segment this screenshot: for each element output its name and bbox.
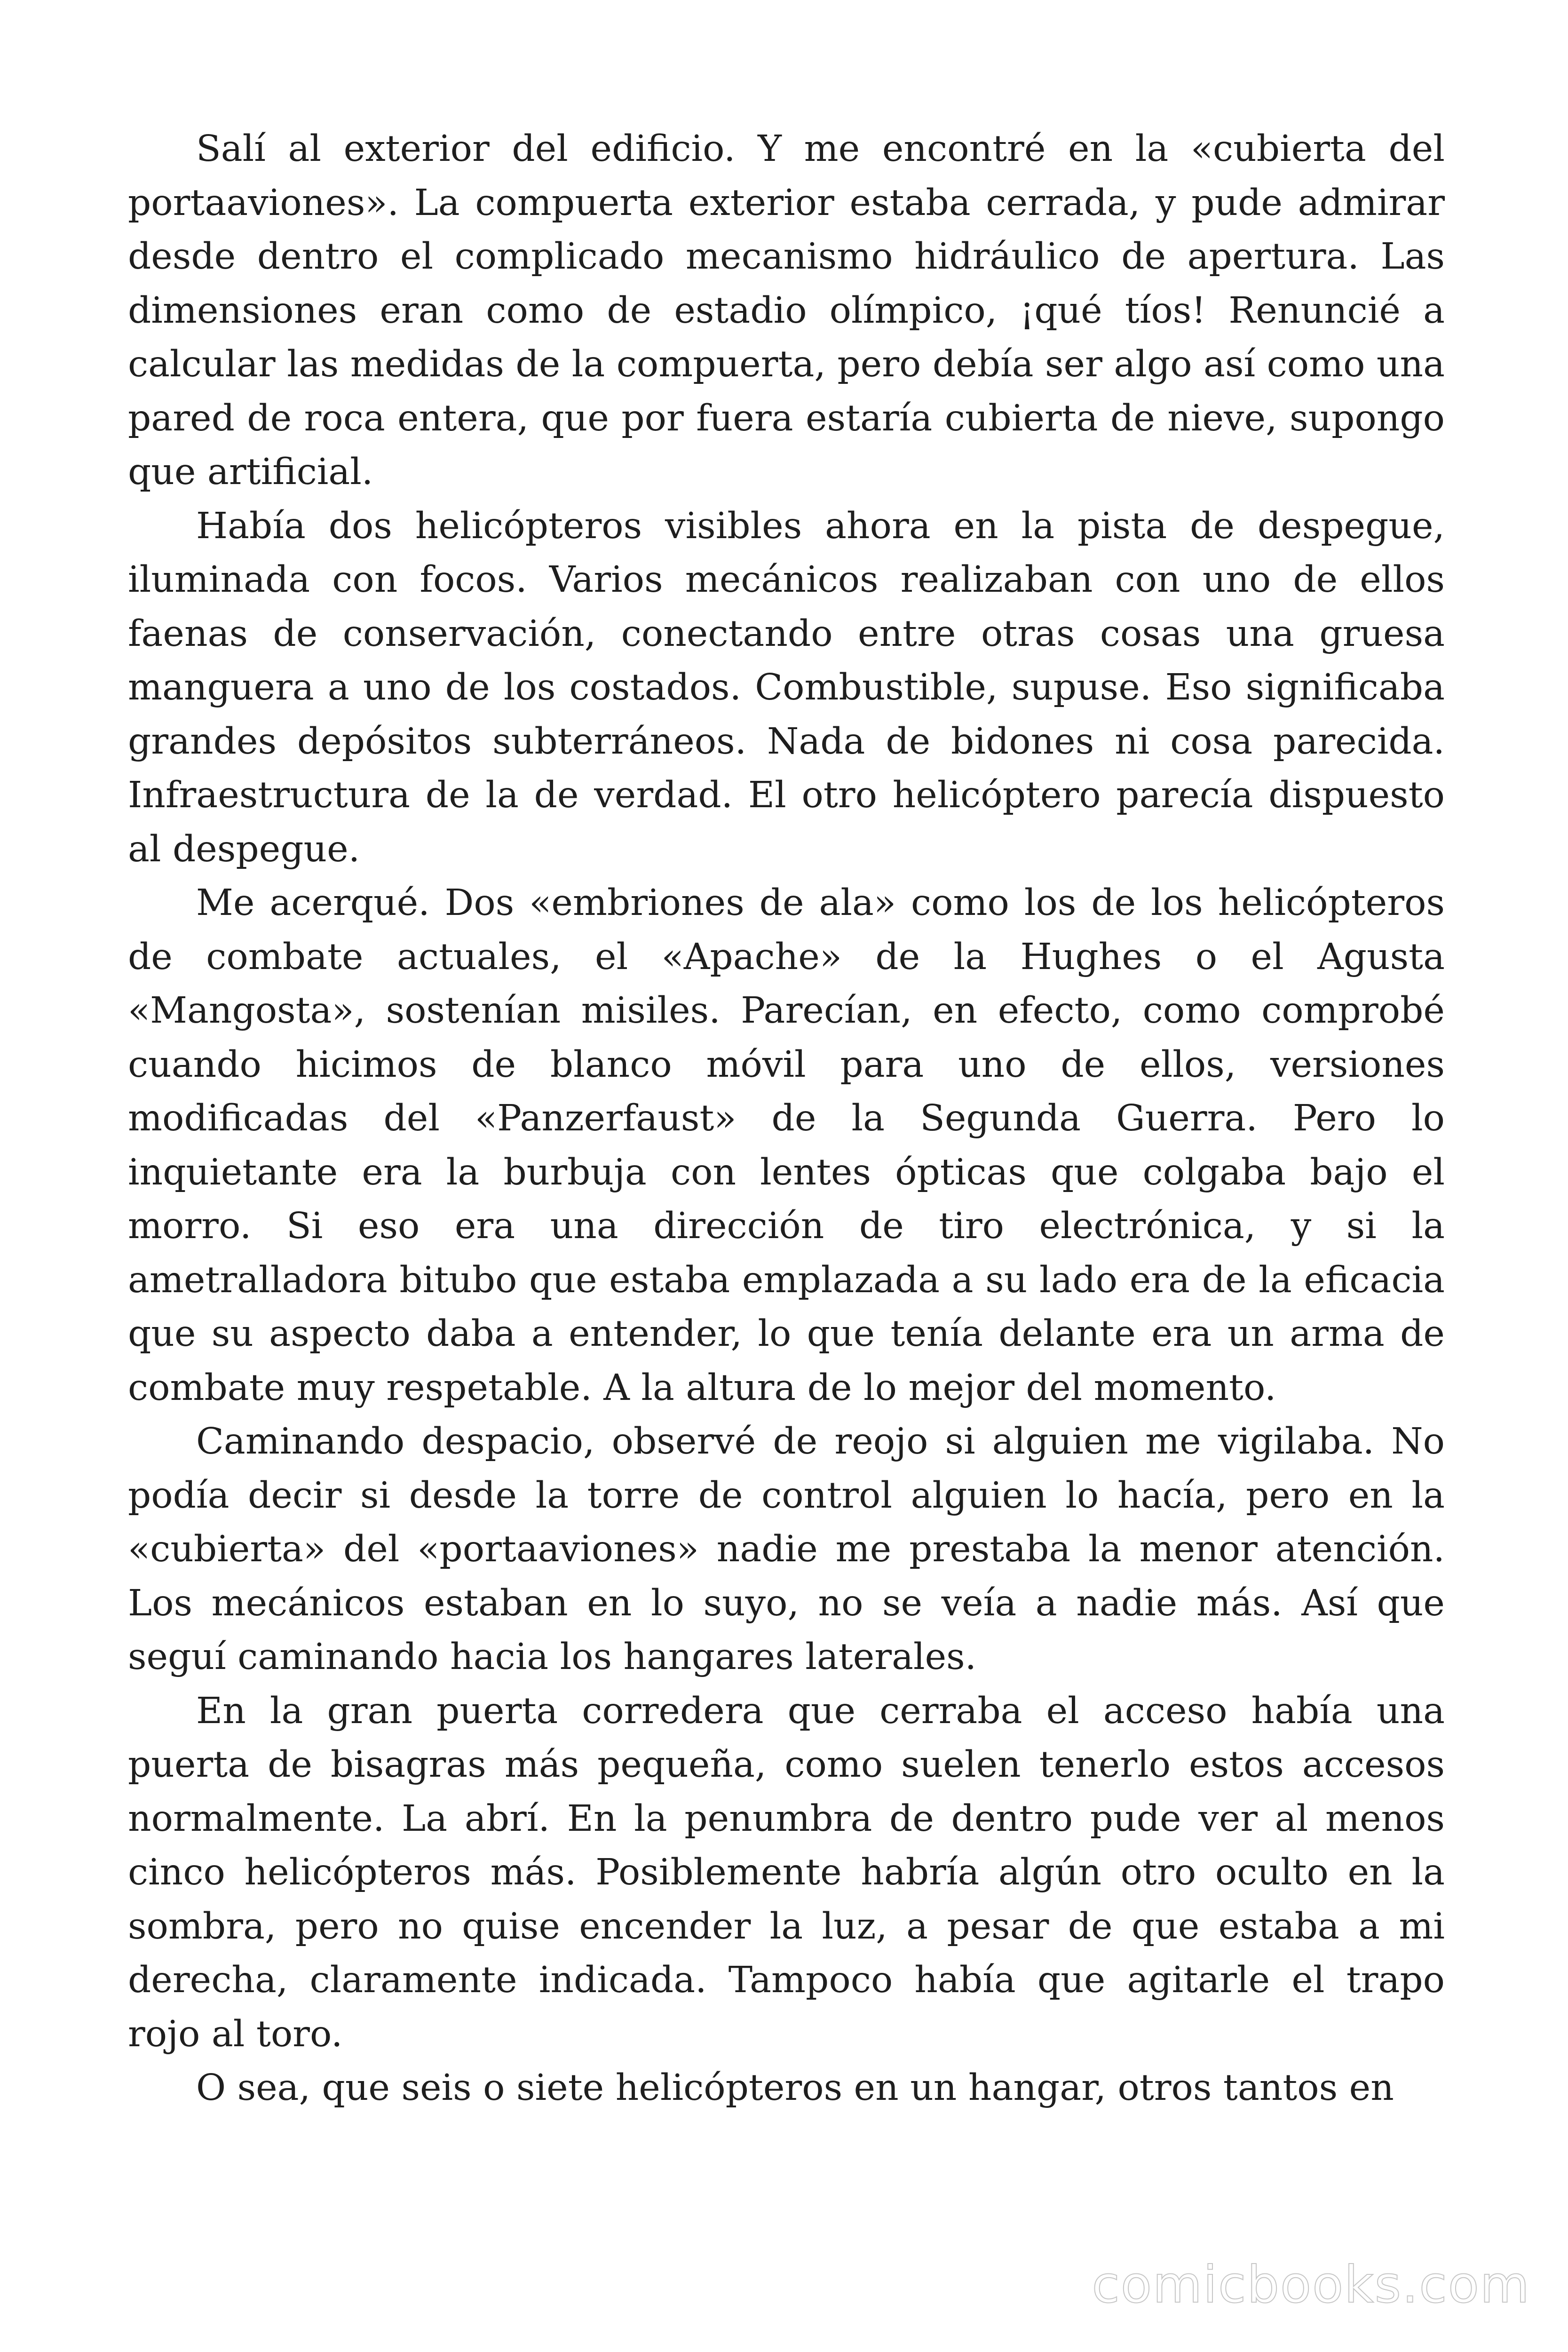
body-text — [128, 122, 1445, 2115]
paragraph-1: Salí al exterior del edificio. Y me encontré en la «cubierta del portaaviones». La compuerta exterior estaba cerrada, y pude admirar desde dentro el complicado mecanismo hidráulico de apertura. Las dimensiones eran como de estadio olímpico, ¡qué tíos! Renuncié a calcular las medidas de la compuerta, pero debía ser algo así como una pared de roca entera, que por fuera estaría cubierta de nieve, supongo que artificial. — [128, 128, 1445, 493]
paragraph-2: Había dos helicópteros visibles ahora en la pista de despegue, iluminada con focos. Varios mecánicos realizaban con uno de ellos faenas de conservación, conectando entre otras cosas una gruesa manguera a uno de los costados. Combustible, supuse. Eso significaba grandes depósitos subterráneos. Nada de bidones ni cosa parecida. Infraestructura de la de verdad. El otro helicóptero parecía dispuesto al despegue. — [128, 505, 1445, 870]
paragraph-5: En la gran puerta corredera que cerraba el acceso había una puerta de bisagras más pequeña, como suelen tenerlo estos accesos normalmente. La abrí. En la penumbra de dentro pude ver al menos cinco helicópteros más. Posiblemente habría algún otro oculto en la sombra, pero no quise encender la luz, a pesar de que estaba a mi derecha, claramente indicada. Tampoco había que agitarle el trapo rojo al toro. — [128, 1690, 1445, 2055]
paragraph-3: Me acerqué. Dos «embriones de ala» como los de los helicópteros de combate actuales, el «Apache» de la Hughes o el Agusta «Mangosta», sostenían misiles. Parecían, en efecto, como comprobé cuando hicimos de blanco móvil para uno de ellos, versiones modificadas del «Panzerfaust» de la Segunda Guerra. Pero lo inquietante era la burbuja con lentes ópticas que colgaba bajo el morro. Si eso era una dirección de tiro electrónica, y si la ametralladora bitubo que estaba emplazada a su lado era de la eficacia que su aspecto daba a entender, lo que tenía delante era un arma de combate muy respetable. A la altura de lo mejor del momento. — [128, 882, 1445, 1409]
paragraph-4: Caminando despacio, observé de reojo si alguien me vigilaba. No podía decir si desde la torre de control alguien lo hacía, pero en la «cubierta» del «portaaviones» nadie me prestaba la menor atención. Los mecánicos estaban en lo suyo, no se veía a nadie más. Así que seguí caminando hacia los hangares laterales. — [128, 1421, 1445, 1678]
watermark: comicbooks.com — [1092, 2256, 1530, 2314]
paragraph-6: O sea, que seis o siete helicópteros en un hangar, otros tantos en — [196, 2067, 1394, 2109]
